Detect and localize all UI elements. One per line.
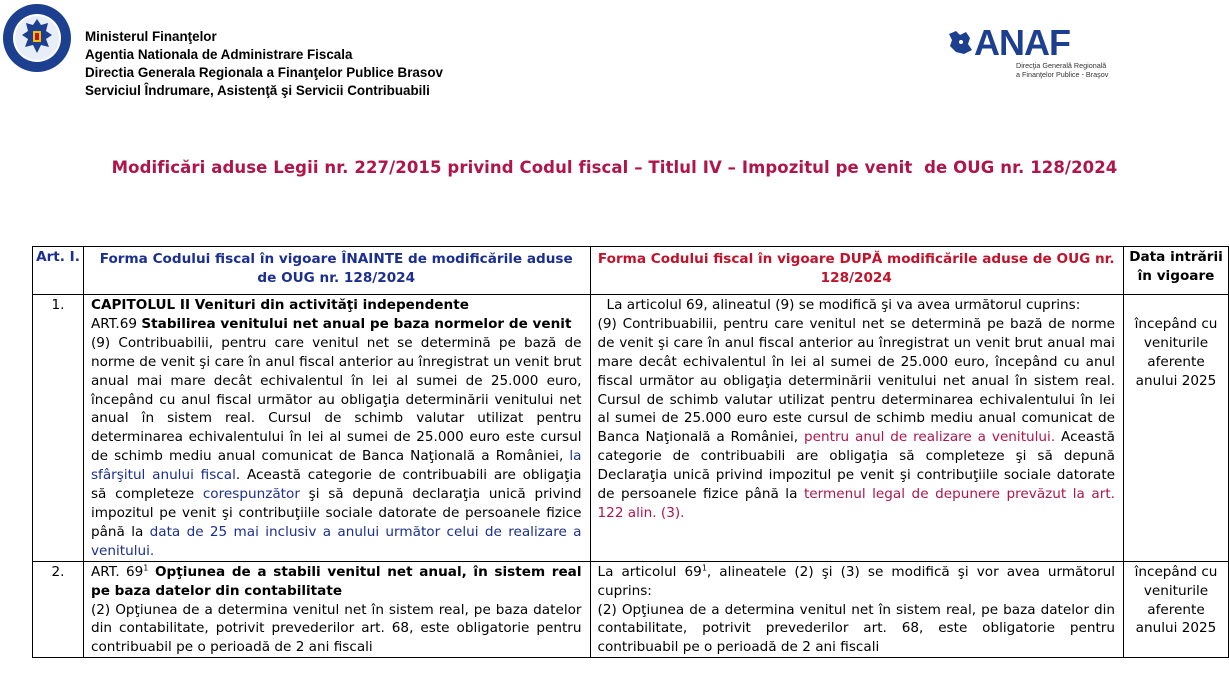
header-new-form: Forma Codului fiscal în vigoare DUPĂ modificările aduse de OUG nr. 128/2024 <box>590 247 1124 295</box>
comparison-table <box>32 246 1229 658</box>
old-text: şi să depună declaraţia unică privind impozitul pe venit şi contribuţiile sociale datorate de persoanele fizice până la <box>90 486 582 540</box>
new-paragraph <box>598 315 1116 523</box>
amendment-intro: La articolul 69, alineatul (9) se modifică şi va avea următorul cuprins: <box>606 297 1081 313</box>
new-paragraph: (2) Opţiunea de a determina venitul net în sistem real, pe baza datelor din contabilitate, potrivit prevederilor art. 68, este obligatorie pentru contribuabil pe o perioadă de 2 ani fiscali <box>597 601 1116 656</box>
effective-date: începând cu veniturile aferente anului 2025 <box>1124 295 1229 562</box>
old-highlight: data de 25 mai inclusiv a anului următor celui de realizare a venitului. <box>90 523 582 559</box>
header-effective-date: Data intrării în vigoare <box>1124 247 1229 295</box>
table-row <box>33 561 1229 658</box>
old-form-cell <box>83 295 590 562</box>
intro-text: , alineatele (2) şi (3) se modifică şi vor avea următorul cuprins: <box>597 563 1116 599</box>
new-form-cell <box>590 295 1124 562</box>
anaf-logo-text: ANAF <box>974 22 1070 63</box>
old-text: . Această categorie de contribuabili are obligaţia să completeze <box>90 467 582 503</box>
old-highlight: la sfârşitul anului fiscal <box>90 448 582 484</box>
old-paragraph: (2) Opţiunea de a determina venitul net în sistem real, pe baza datelor din contabilitate, potrivit prevederilor art. 68, este obligatorie pentru contribuabil pe o perioadă de 2 ani fiscali <box>90 601 582 656</box>
header-line-service: Serviciul Îndrumare, Asistenţă şi Servicii Contribuabili <box>85 83 430 98</box>
anaf-subtitle-line-1: Direcţia Generală Regională <box>1016 61 1107 70</box>
article-title: Opţiunea de a stabili venitul net anual, în sistem real pe baza datelor din contabilitate <box>90 563 582 599</box>
header-line-agency: Agentia Nationala de Administrare Fiscala <box>85 47 353 62</box>
header-line-ministry: Ministerul Finanţelor <box>85 29 217 44</box>
new-highlight: termenul legal de depunere prevăzut la art. 122 alin. (3). <box>597 486 1115 521</box>
article-superscript: 1 <box>143 563 149 573</box>
article-number: ART. 69 <box>90 563 144 580</box>
article-number: ART.69 <box>90 315 142 332</box>
header-old-form: Forma Codului fiscal în vigoare ÎNAINTE de modificările aduse de OUG nr. 128/2024 <box>83 247 590 295</box>
old-paragraph <box>91 334 582 561</box>
intro-text: La articolul 69 <box>597 563 702 580</box>
new-form-cell <box>590 561 1124 658</box>
row-number: 1. <box>33 295 84 562</box>
new-highlight: pentru anul de realizare a venitului. <box>804 429 1056 446</box>
document-title: Modificări aduse Legii nr. 227/2015 privind Codul fiscal – Titlul IV – Impozitul pe venit de OUG nr. 128/2024 <box>111 158 1118 177</box>
article-heading <box>91 563 582 601</box>
article-title: Stabilirea venitului net anual pe baza normelor de venit <box>141 315 572 332</box>
new-text: Această categorie de contribuabili are obligaţia să completeze şi să depună Declaraţia unică privind impozitul pe venit şi contribuţiile sociale datorate de persoanele fizice până la <box>597 429 1116 503</box>
article-heading <box>91 315 582 334</box>
header-art: Art. I. <box>33 247 84 295</box>
old-form-cell <box>83 561 590 658</box>
table-row <box>33 295 1229 562</box>
amendment-intro <box>598 563 1116 601</box>
table-header-row <box>33 247 1229 295</box>
effective-date: începând cu veniturile aferente anului 2025 <box>1124 561 1229 658</box>
header-line-directorate: Directia Generala Regionala a Finanţelor Publice Brasov <box>85 65 443 80</box>
government-seal-logo <box>2 3 72 73</box>
anaf-logo-subtitle <box>1016 61 1108 79</box>
anaf-subtitle-line-2: a Finanţelor Publice - Braşov <box>1016 70 1109 79</box>
article-superscript: 1 <box>701 563 707 573</box>
old-highlight: corespunzător <box>202 486 300 503</box>
old-text: (9) Contribuabilii, pentru care venitul net se determină pe bază de norme de venit şi care în anul fiscal anterior au înregistrat un venit brut anual mai mare decât echivalentul în lei al sumei de 25.000 euro, începând cu anul fiscal următor au obligaţia determinării venitului net anual în sistem real. Cursul de schimb valutar utilizat pentru determinarea echivalentului în lei al sumei de 25.000 euro este cursul de schimb mediu anual comunicat de Banca Naţională a României, <box>90 334 582 465</box>
new-text: (9) Contribuabilii, pentru care venitul net se determină pe bază de norme de venit şi care în anul fiscal anterior au înregistrat un venit brut anual mai mare decât echivalentul în lei al sumei de 25.000 euro, începând cu anul fiscal următor au obligaţia determinării venitului net anual în sistem real. Cursul de schimb valutar utilizat pentru determinarea echivalentului în lei al sumei de 25.000 euro este cursul de schimb mediu anual comunicat de Banca Naţională a României, <box>597 315 1116 446</box>
chapter-heading: CAPITOLUL II Venituri din activităţi independente <box>90 297 469 313</box>
institution-header <box>85 28 443 100</box>
row-number: 2. <box>33 561 84 658</box>
